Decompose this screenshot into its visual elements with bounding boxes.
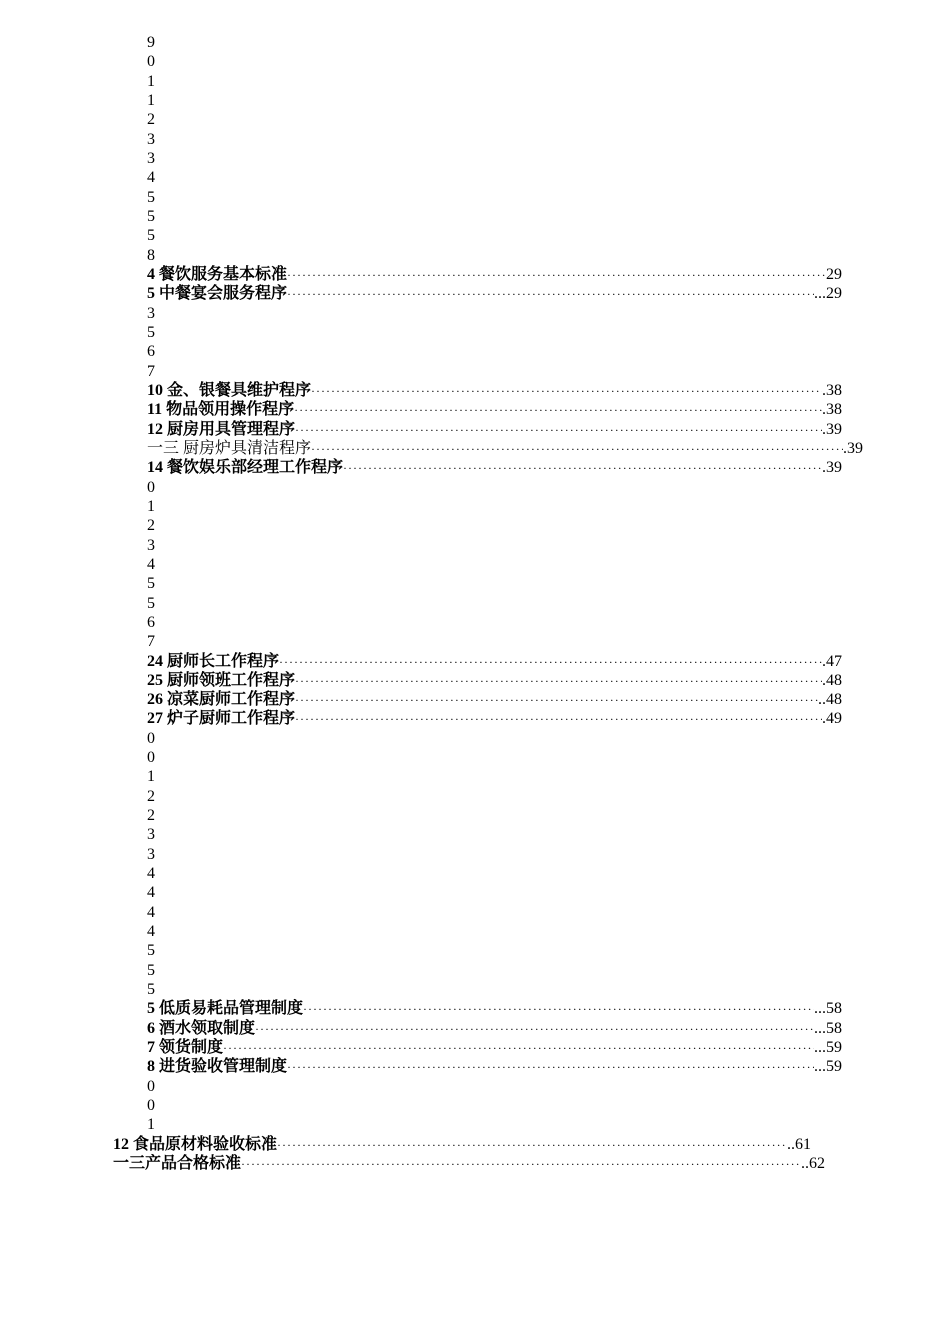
- toc-entry-link[interactable]: [147, 265, 842, 285]
- toc-number: 0: [147, 53, 155, 71]
- toc-entry-link[interactable]: [147, 709, 842, 729]
- toc-number: 4: [147, 923, 155, 941]
- toc-number: 1: [147, 497, 155, 515]
- toc-number: 1: [147, 768, 155, 786]
- toc-entry-title: 4 餐饮服务基本标准: [147, 265, 288, 283]
- toc-number-line: [0, 72, 950, 91]
- toc-number-line: [0, 961, 950, 980]
- toc-entry: [0, 400, 950, 419]
- toc-entry: [0, 458, 950, 477]
- toc-entry: [0, 1019, 950, 1038]
- toc-entry: [0, 690, 950, 709]
- toc-entry: [0, 420, 950, 439]
- toc-number: 7: [147, 633, 155, 651]
- toc-number-line: [0, 922, 950, 941]
- toc-number-line: [0, 613, 950, 632]
- toc-number-line: [0, 941, 950, 960]
- toc-entry-title: 25 厨师领班工作程序: [147, 671, 296, 689]
- toc-number-line: [0, 478, 950, 497]
- dot-leader: [277, 1136, 787, 1155]
- toc-entry-title: 14 餐饮娱乐部经理工作程序: [147, 459, 344, 477]
- toc-entry: [0, 1154, 950, 1173]
- toc-entry-title: 10 金、银餐具维护程序: [147, 381, 312, 399]
- toc-number: 0: [147, 478, 155, 496]
- toc-number: 6: [147, 613, 155, 631]
- toc-number: 4: [147, 169, 155, 187]
- dot-leader: [295, 691, 818, 710]
- toc-number: 3: [147, 304, 155, 322]
- toc-page-number: .47: [822, 652, 842, 670]
- toc-number: 1: [147, 1116, 155, 1134]
- toc-entry-title: 一三 厨房炉具清洁程序: [147, 439, 312, 457]
- toc-entry: [0, 284, 950, 303]
- toc-entry-link[interactable]: [147, 652, 842, 672]
- toc-entry-link[interactable]: [147, 458, 842, 478]
- toc-entry-title: 12 食品原材料验收标准: [113, 1135, 278, 1153]
- toc-page-number: ...59: [814, 1039, 842, 1057]
- dot-leader: [343, 459, 822, 478]
- toc-entry-link[interactable]: [147, 439, 863, 459]
- toc-entry: [0, 265, 950, 284]
- toc-page-number: .39: [822, 420, 842, 438]
- toc-number-line: [0, 864, 950, 883]
- toc-number-line: [0, 33, 950, 52]
- toc-entry-title: 24 厨师长工作程序: [147, 652, 280, 670]
- toc-number-line: [0, 52, 950, 71]
- toc-number-line: [0, 594, 950, 613]
- toc-entry: [0, 1135, 950, 1154]
- toc-number-line: [0, 226, 950, 245]
- toc-number: 2: [147, 787, 155, 805]
- dot-leader: [295, 710, 822, 729]
- dot-leader: [294, 401, 822, 420]
- toc-number-line: [0, 110, 950, 129]
- toc-page-number: 29: [826, 265, 842, 283]
- toc-number-line: [0, 787, 950, 806]
- dot-leader: [255, 1020, 814, 1039]
- toc-entry-link[interactable]: [147, 1057, 842, 1077]
- toc-entry-link[interactable]: [147, 999, 842, 1019]
- dot-leader: [279, 653, 822, 672]
- toc-page-number: .39: [822, 459, 842, 477]
- toc-entry: [0, 999, 950, 1018]
- toc-number: 1: [147, 72, 155, 90]
- toc-entry-title: 8 进货验收管理制度: [147, 1058, 288, 1076]
- toc-entry-title: 12 厨房用具管理程序: [147, 420, 296, 438]
- toc-number-line: [0, 323, 950, 342]
- toc-page-number: .39: [843, 439, 863, 457]
- toc-page-number: ..48: [818, 691, 842, 709]
- toc-entry-title: 27 炉子厨师工作程序: [147, 710, 296, 728]
- toc-entry: [0, 439, 950, 458]
- dot-leader: [303, 1000, 814, 1019]
- toc-entry: [0, 1057, 950, 1076]
- toc-page-number: ..62: [801, 1155, 825, 1173]
- dot-leader: [287, 266, 826, 285]
- toc-entry: [0, 709, 950, 728]
- toc-entry-title: 5 中餐宴会服务程序: [147, 285, 288, 303]
- toc-number-line: [0, 825, 950, 844]
- toc-number-line: [0, 516, 950, 535]
- dot-leader: [287, 285, 814, 304]
- toc-number-line: [0, 130, 950, 149]
- toc-number-line: [0, 903, 950, 922]
- toc-entry-link[interactable]: [147, 1019, 842, 1039]
- toc-number-line: [0, 555, 950, 574]
- toc-entry: [0, 381, 950, 400]
- toc-entry: [0, 671, 950, 690]
- toc-number: 5: [147, 227, 155, 245]
- toc-number-line: [0, 980, 950, 999]
- toc-number-line: [0, 1096, 950, 1115]
- toc-entry-title: 5 低质易耗品管理制度: [147, 1000, 304, 1018]
- dot-leader: [287, 1058, 814, 1077]
- toc-number-line: [0, 748, 950, 767]
- toc-number-line: [0, 149, 950, 168]
- toc-number: 6: [147, 343, 155, 361]
- toc-number-line: [0, 632, 950, 651]
- toc-number-line: [0, 188, 950, 207]
- dot-leader: [311, 440, 843, 459]
- toc-entry-link[interactable]: [147, 1038, 842, 1058]
- toc-number: 3: [147, 149, 155, 167]
- toc-page-number: ..61: [787, 1135, 811, 1153]
- toc-number: 4: [147, 884, 155, 902]
- toc-entry-title: 一三产品合格标准: [113, 1155, 242, 1173]
- toc-page-number: ...59: [814, 1058, 842, 1076]
- toc-entry-title: 11 物品领用操作程序: [147, 401, 295, 419]
- dot-leader: [241, 1155, 801, 1174]
- toc-number: 4: [147, 903, 155, 921]
- toc-number-line: [0, 574, 950, 593]
- toc-number: 0: [147, 1097, 155, 1115]
- toc-number: 5: [147, 207, 155, 225]
- dot-leader: [295, 421, 822, 440]
- toc-number-line: [0, 806, 950, 825]
- toc-number-line: [0, 1077, 950, 1096]
- toc-number-line: [0, 883, 950, 902]
- toc-number-line: [0, 246, 950, 265]
- toc-page-number: .48: [822, 671, 842, 689]
- toc-number: 2: [147, 807, 155, 825]
- toc-entry-link[interactable]: [113, 1135, 811, 1155]
- toc-entry-title: 7 领货制度: [147, 1039, 224, 1057]
- toc-number-line: [0, 207, 950, 226]
- toc-number-line: [0, 767, 950, 786]
- toc-entry-link[interactable]: [147, 381, 842, 401]
- toc-number-line: [0, 304, 950, 323]
- toc-entry-link[interactable]: [147, 400, 842, 420]
- toc-entry: [0, 1038, 950, 1057]
- toc-number: 8: [147, 246, 155, 264]
- toc-page-number: .38: [822, 401, 842, 419]
- toc-number-line: [0, 168, 950, 187]
- toc-entry-title: 26 凉菜厨师工作程序: [147, 691, 296, 709]
- toc-number: 5: [147, 575, 155, 593]
- toc-number: 9: [147, 34, 155, 51]
- toc-page-number: ...29: [814, 285, 842, 303]
- toc-number-line: [0, 1115, 950, 1134]
- toc-number: 0: [147, 729, 155, 747]
- toc-page-number: .49: [822, 710, 842, 728]
- toc-entry-link[interactable]: [147, 420, 842, 440]
- dot-leader: [295, 672, 822, 691]
- toc-number-line: [0, 845, 950, 864]
- toc-page-number: .38: [822, 381, 842, 399]
- toc-number: 7: [147, 362, 155, 380]
- toc-number: 5: [147, 594, 155, 612]
- toc-number: 5: [147, 942, 155, 960]
- toc-number: 0: [147, 1077, 155, 1095]
- toc-number: 3: [147, 845, 155, 863]
- toc-number: 1: [147, 91, 155, 109]
- toc-entry-link[interactable]: [113, 1154, 825, 1174]
- toc-number: 4: [147, 555, 155, 573]
- toc-entry-link[interactable]: [147, 284, 842, 304]
- toc-number: 5: [147, 981, 155, 999]
- toc-number-line: [0, 729, 950, 748]
- toc-number: 2: [147, 111, 155, 129]
- toc-number: 3: [147, 826, 155, 844]
- toc-number: 5: [147, 323, 155, 341]
- dot-leader: [223, 1039, 814, 1058]
- toc-entry: [0, 652, 950, 671]
- toc-number: 5: [147, 188, 155, 206]
- toc-entry-link[interactable]: [147, 671, 842, 691]
- table-of-contents: [0, 33, 950, 1173]
- toc-page-number: ...58: [814, 1000, 842, 1018]
- toc-number-line: [0, 362, 950, 381]
- toc-number: 2: [147, 517, 155, 535]
- toc-number: 3: [147, 536, 155, 554]
- toc-number-line: [0, 536, 950, 555]
- toc-page-number: ...58: [814, 1019, 842, 1037]
- toc-number-line: [0, 497, 950, 516]
- toc-number: 0: [147, 749, 155, 767]
- toc-entry-title: 6 酒水领取制度: [147, 1019, 256, 1037]
- toc-number: 3: [147, 130, 155, 148]
- toc-number-line: [0, 342, 950, 361]
- toc-number: 4: [147, 865, 155, 883]
- toc-entry-link[interactable]: [147, 690, 842, 710]
- toc-number: 5: [147, 961, 155, 979]
- toc-number-line: [0, 91, 950, 110]
- dot-leader: [311, 382, 822, 401]
